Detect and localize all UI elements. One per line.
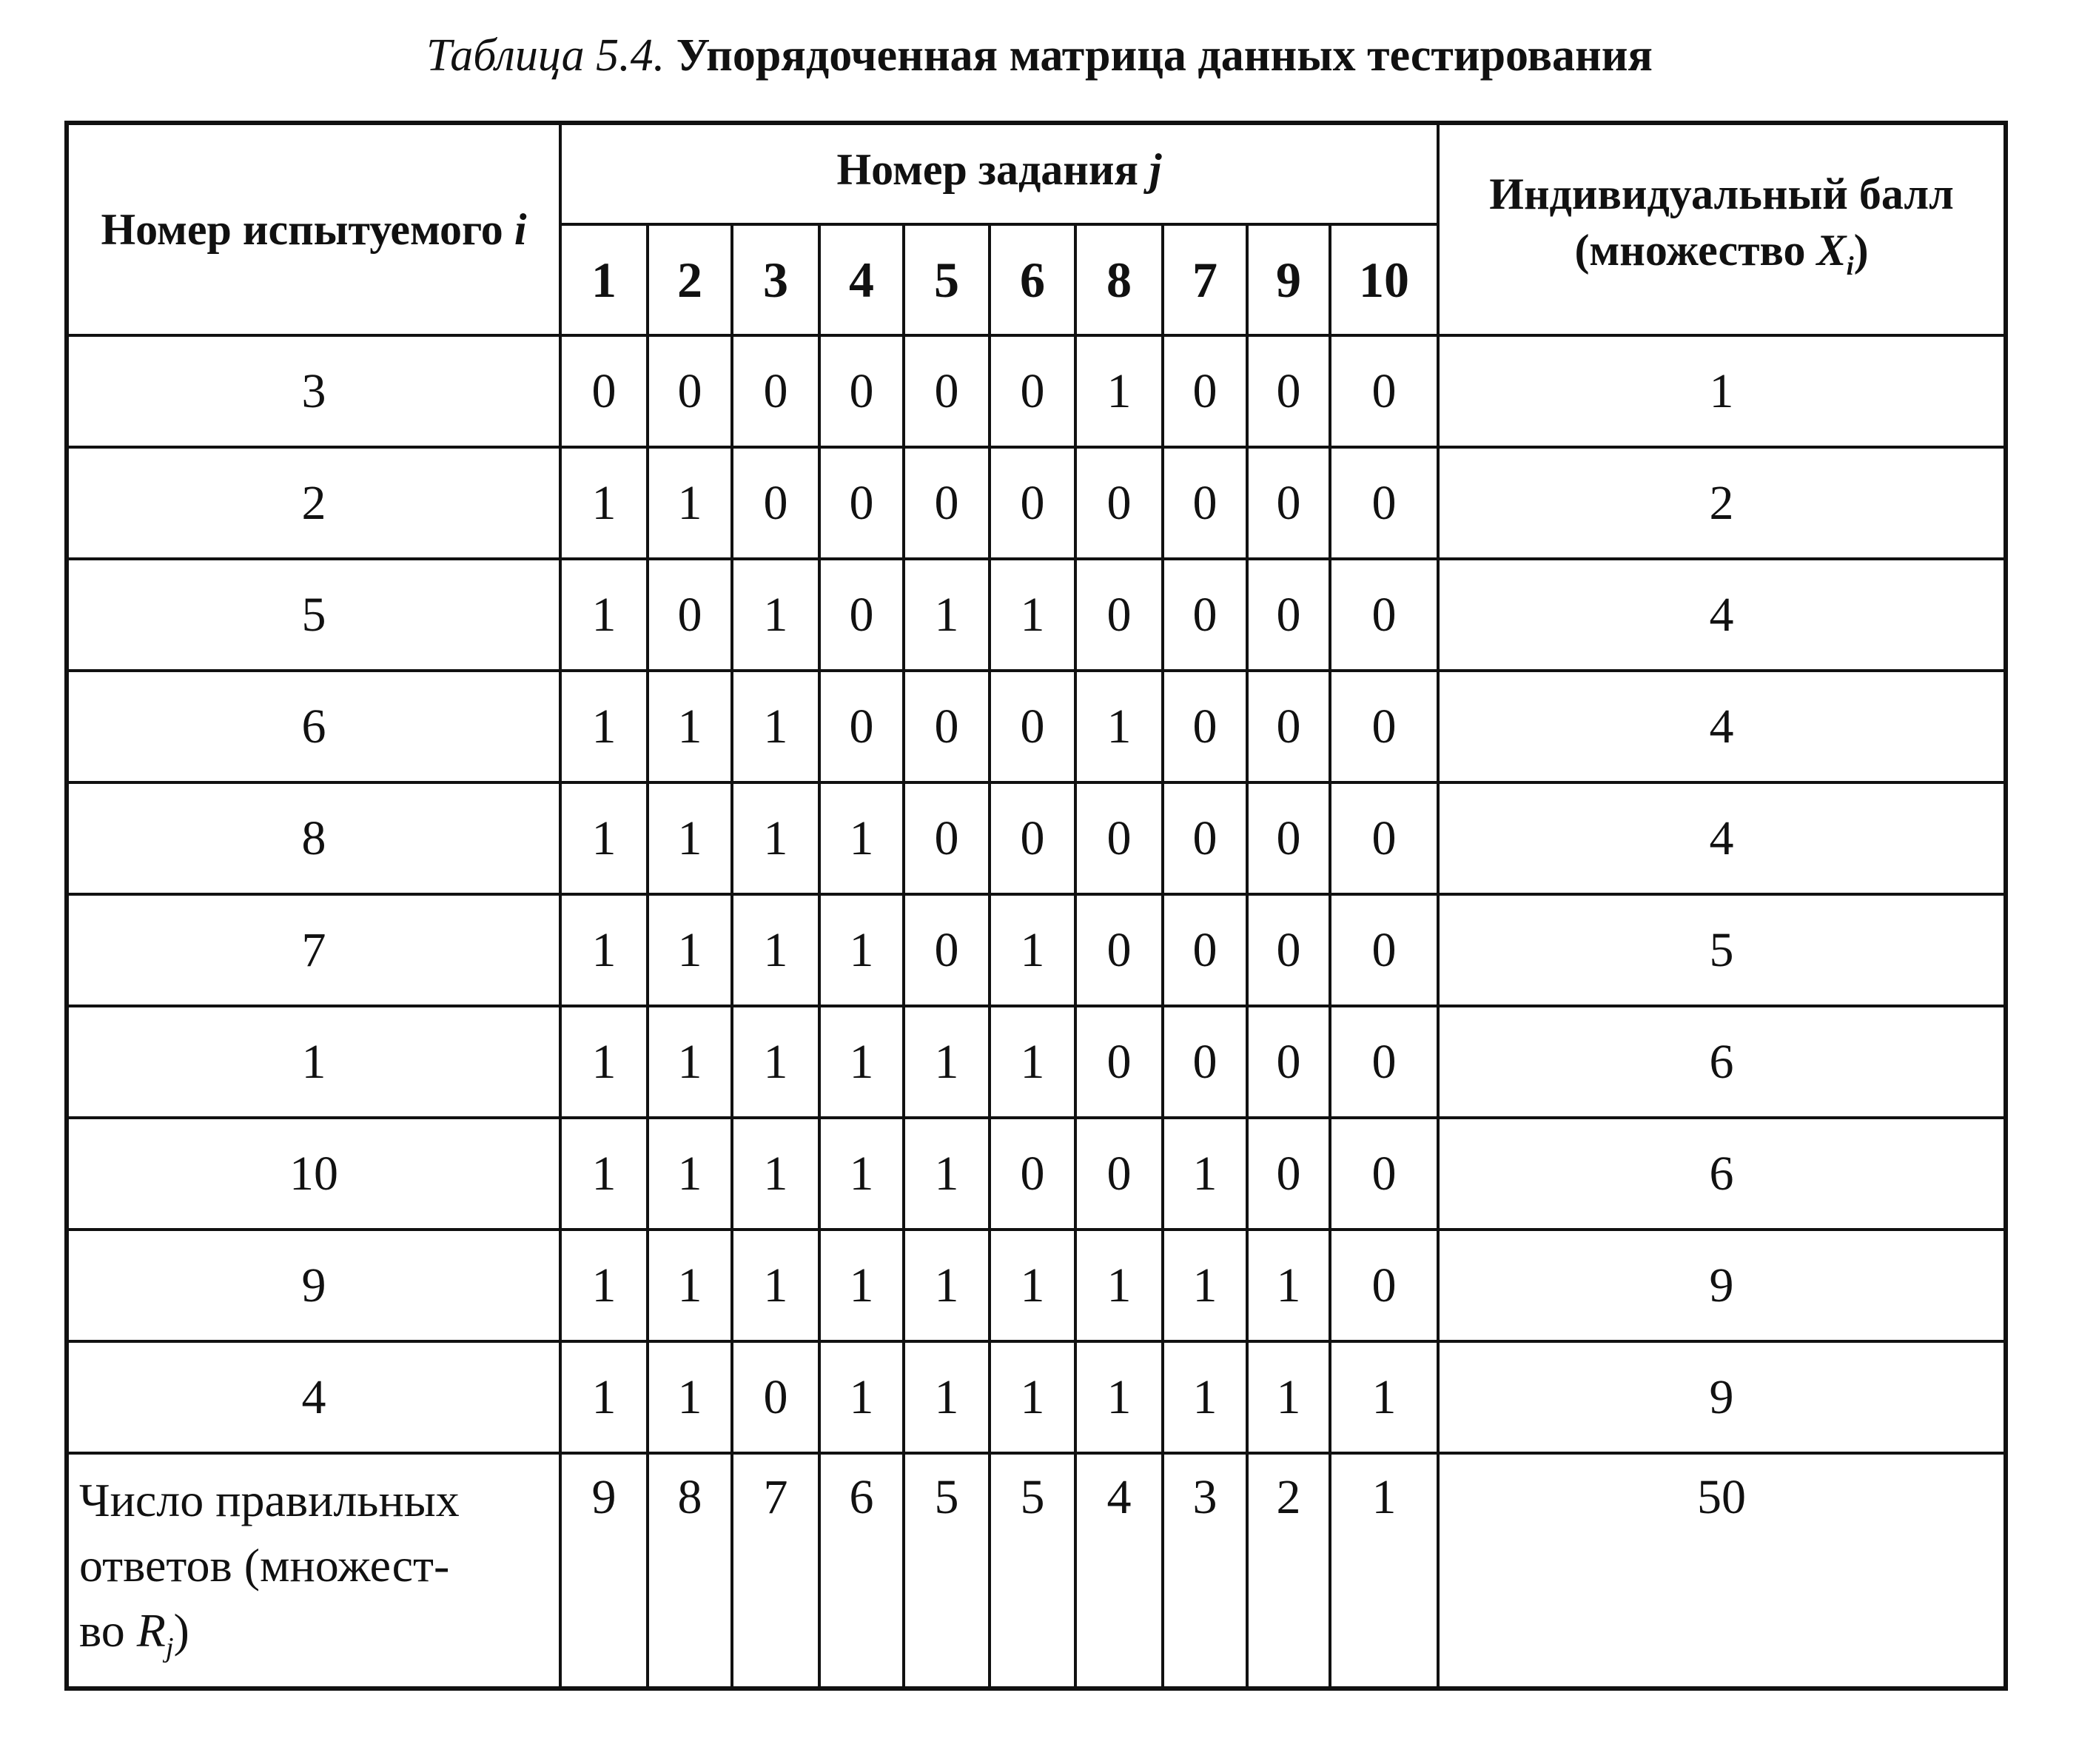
matrix-cell: 0: [904, 671, 990, 782]
table-caption: [0, 22, 2079, 89]
matrix-cell: 1: [1163, 1230, 1247, 1341]
table-row: [67, 1230, 2006, 1341]
individual-score: 6: [1438, 1118, 2006, 1230]
matrix-cell: 1: [648, 1118, 732, 1230]
matrix-cell: 1: [732, 782, 819, 894]
task-number-header: 5: [904, 224, 990, 335]
table-row: [67, 559, 2006, 671]
tasks-var: j: [1149, 145, 1162, 194]
matrix-cell: 0: [1330, 1006, 1438, 1118]
matrix-cell: 1: [648, 671, 732, 782]
matrix-cell: 0: [904, 894, 990, 1006]
footer-label-close: ): [173, 1604, 189, 1657]
subject-number: 9: [67, 1230, 560, 1341]
score-header-line2: [1440, 222, 2004, 294]
matrix-cell: 1: [819, 1230, 904, 1341]
matrix-cell: 1: [819, 1118, 904, 1230]
matrix-cell: 0: [1247, 782, 1330, 894]
footer-label-line2: ответов (множест-: [79, 1539, 450, 1592]
matrix-cell: 1: [732, 559, 819, 671]
matrix-cell: 1: [990, 1006, 1075, 1118]
task-number-header: 6: [990, 224, 1075, 335]
task-number-header: 9: [1247, 224, 1330, 335]
correct-answers-count: 9: [560, 1453, 648, 1688]
matrix-cell: 0: [1075, 1006, 1163, 1118]
correct-answers-count: 4: [1075, 1453, 1163, 1688]
tasks-group-header-text: Номер задания: [836, 145, 1138, 194]
footer-var: R: [136, 1604, 166, 1657]
matrix-cell: 1: [1075, 1341, 1163, 1453]
matrix-cell: 0: [990, 782, 1075, 894]
matrix-cell: 1: [904, 1118, 990, 1230]
task-number-header: 8: [1075, 224, 1163, 335]
matrix-cell: 1: [1075, 1230, 1163, 1341]
subject-number: 1: [67, 1006, 560, 1118]
matrix-cell: 0: [1330, 782, 1438, 894]
matrix-cell: 0: [1163, 671, 1247, 782]
subject-number: 4: [67, 1341, 560, 1453]
score-header-line1: Индивидуальный балл: [1489, 169, 1954, 218]
matrix-cell: 0: [1330, 1230, 1438, 1341]
matrix-cell: 1: [560, 894, 648, 1006]
testing-matrix-table: [64, 121, 2008, 1691]
matrix-cell: 1: [904, 1230, 990, 1341]
individual-score: 9: [1438, 1230, 2006, 1341]
matrix-cell: 1: [819, 1006, 904, 1118]
table-row: [67, 1118, 2006, 1230]
matrix-cell: 0: [1247, 894, 1330, 1006]
matrix-cell: 1: [732, 1006, 819, 1118]
matrix-cell: 0: [1247, 447, 1330, 559]
matrix-cell: 0: [819, 559, 904, 671]
matrix-cell: 0: [1075, 1118, 1163, 1230]
matrix-cell: 0: [1247, 1118, 1330, 1230]
matrix-cell: 1: [1247, 1341, 1330, 1453]
matrix-cell: 0: [1075, 559, 1163, 671]
table-row: [67, 335, 2006, 447]
matrix-cell: 1: [990, 894, 1075, 1006]
matrix-cell: 1: [732, 1230, 819, 1341]
matrix-cell: 1: [904, 1006, 990, 1118]
matrix-cell: 0: [1247, 335, 1330, 447]
matrix-cell: 0: [1163, 894, 1247, 1006]
matrix-cell: 0: [904, 782, 990, 894]
matrix-cell: 1: [560, 671, 648, 782]
footer-label-line1: Число правильных: [79, 1474, 460, 1526]
matrix-cell: 1: [904, 1341, 990, 1453]
matrix-cell: 1: [990, 559, 1075, 671]
footer-label-text: во: [79, 1604, 125, 1657]
individual-score: 6: [1438, 1006, 2006, 1118]
correct-answers-count: 5: [904, 1453, 990, 1688]
table-row: [67, 782, 2006, 894]
matrix-cell: 1: [560, 1006, 648, 1118]
caption-label: Таблица 5.4.: [426, 30, 665, 81]
matrix-cell: 1: [648, 447, 732, 559]
individual-score: 4: [1438, 559, 2006, 671]
matrix-cell: 0: [560, 335, 648, 447]
matrix-cell: 1: [648, 894, 732, 1006]
score-var-sub: i: [1846, 250, 1854, 281]
matrix-cell: 0: [819, 671, 904, 782]
matrix-cell: 0: [1330, 447, 1438, 559]
task-number-header: 2: [648, 224, 732, 335]
matrix-cell: 0: [648, 559, 732, 671]
matrix-cell: 1: [1163, 1341, 1247, 1453]
matrix-cell: 0: [732, 447, 819, 559]
matrix-cell: 0: [1163, 447, 1247, 559]
matrix-cell: 1: [1075, 335, 1163, 447]
table-row: [67, 894, 2006, 1006]
subject-number: 10: [67, 1118, 560, 1230]
matrix-cell: 1: [904, 559, 990, 671]
individual-score: 2: [1438, 447, 2006, 559]
individual-score: 4: [1438, 782, 2006, 894]
matrix-cell: 0: [1075, 894, 1163, 1006]
footer-label: [67, 1453, 560, 1688]
matrix-cell: 0: [1330, 335, 1438, 447]
matrix-cell: 1: [1075, 671, 1163, 782]
matrix-cell: 0: [990, 671, 1075, 782]
matrix-cell: 0: [904, 447, 990, 559]
matrix-cell: 0: [1247, 559, 1330, 671]
task-number-header: 10: [1330, 224, 1438, 335]
table-row: [67, 447, 2006, 559]
matrix-cell: 0: [819, 335, 904, 447]
footer-label-line3: [79, 1598, 559, 1680]
matrix-cell: 0: [1330, 559, 1438, 671]
subject-number: 3: [67, 335, 560, 447]
individual-score: 4: [1438, 671, 2006, 782]
correct-answers-count: 5: [990, 1453, 1075, 1688]
matrix-cell: 0: [648, 335, 732, 447]
subject-number: 2: [67, 447, 560, 559]
task-number-header: 4: [819, 224, 904, 335]
matrix-cell: 0: [1163, 782, 1247, 894]
matrix-cell: 0: [990, 1118, 1075, 1230]
subject-number: 8: [67, 782, 560, 894]
subject-number: 5: [67, 559, 560, 671]
matrix-cell: 0: [1163, 335, 1247, 447]
task-number-header: 7: [1163, 224, 1247, 335]
individual-score: 5: [1438, 894, 2006, 1006]
task-number-header: 1: [560, 224, 648, 335]
matrix-cell: 1: [819, 1341, 904, 1453]
matrix-cell: 0: [1330, 894, 1438, 1006]
table-row: [67, 1006, 2006, 1118]
matrix-cell: 0: [1163, 559, 1247, 671]
matrix-cell: 1: [560, 1118, 648, 1230]
score-header-text: (множество: [1574, 225, 1806, 275]
caption-title: Упорядоченная матрица данных тестирования: [676, 30, 1653, 81]
subject-number: 6: [67, 671, 560, 782]
footer-var-sub: j: [165, 1631, 174, 1663]
matrix-cell: 1: [990, 1341, 1075, 1453]
matrix-cell: 0: [1247, 1006, 1330, 1118]
matrix-cell: 1: [732, 894, 819, 1006]
individual-score: 9: [1438, 1341, 2006, 1453]
matrix-cell: 1: [1247, 1230, 1330, 1341]
subject-column-header-text: Номер испытуемого: [101, 205, 503, 254]
score-header-close: ): [1853, 225, 1869, 275]
matrix-cell: 0: [1330, 671, 1438, 782]
table-row: [67, 1341, 2006, 1453]
matrix-cell: 1: [990, 1230, 1075, 1341]
matrix-cell: 0: [732, 1341, 819, 1453]
matrix-cell: 1: [560, 559, 648, 671]
matrix-cell: 0: [1330, 1118, 1438, 1230]
matrix-cell: 1: [648, 782, 732, 894]
table-row: [67, 671, 2006, 782]
score-column-header: [1438, 123, 2006, 335]
subject-number: 7: [67, 894, 560, 1006]
matrix-cell: 0: [1163, 1006, 1247, 1118]
matrix-cell: 0: [1247, 671, 1330, 782]
subject-column-header: [67, 123, 560, 335]
correct-answers-count: 8: [648, 1453, 732, 1688]
tasks-group-header: [560, 123, 1438, 224]
matrix-cell: 1: [560, 1230, 648, 1341]
matrix-cell: 1: [648, 1341, 732, 1453]
matrix-cell: 1: [648, 1006, 732, 1118]
correct-answers-count: 3: [1163, 1453, 1247, 1688]
matrix-cell: 1: [560, 447, 648, 559]
score-var: X: [1816, 225, 1847, 275]
matrix-cell: 0: [1075, 447, 1163, 559]
matrix-cell: 0: [732, 335, 819, 447]
matrix-cell: 1: [1330, 1341, 1438, 1453]
task-number-header: 3: [732, 224, 819, 335]
matrix-cell: 1: [560, 1341, 648, 1453]
correct-answers-count: 7: [732, 1453, 819, 1688]
matrix-cell: 1: [732, 671, 819, 782]
matrix-cell: 0: [904, 335, 990, 447]
matrix-cell: 1: [1163, 1118, 1247, 1230]
correct-answers-count: 6: [819, 1453, 904, 1688]
matrix-cell: 0: [819, 447, 904, 559]
correct-answers-count: 2: [1247, 1453, 1330, 1688]
matrix-cell: 1: [648, 1230, 732, 1341]
individual-score: 1: [1438, 335, 2006, 447]
matrix-cell: 1: [732, 1118, 819, 1230]
matrix-cell: 1: [819, 894, 904, 1006]
subject-var: i: [514, 205, 527, 254]
matrix-cell: 0: [990, 335, 1075, 447]
matrix-cell: 0: [990, 447, 1075, 559]
matrix-cell: 1: [560, 782, 648, 894]
total-score: 50: [1438, 1453, 2006, 1688]
correct-answers-count: 1: [1330, 1453, 1438, 1688]
matrix-cell: 1: [819, 782, 904, 894]
matrix-cell: 0: [1075, 782, 1163, 894]
